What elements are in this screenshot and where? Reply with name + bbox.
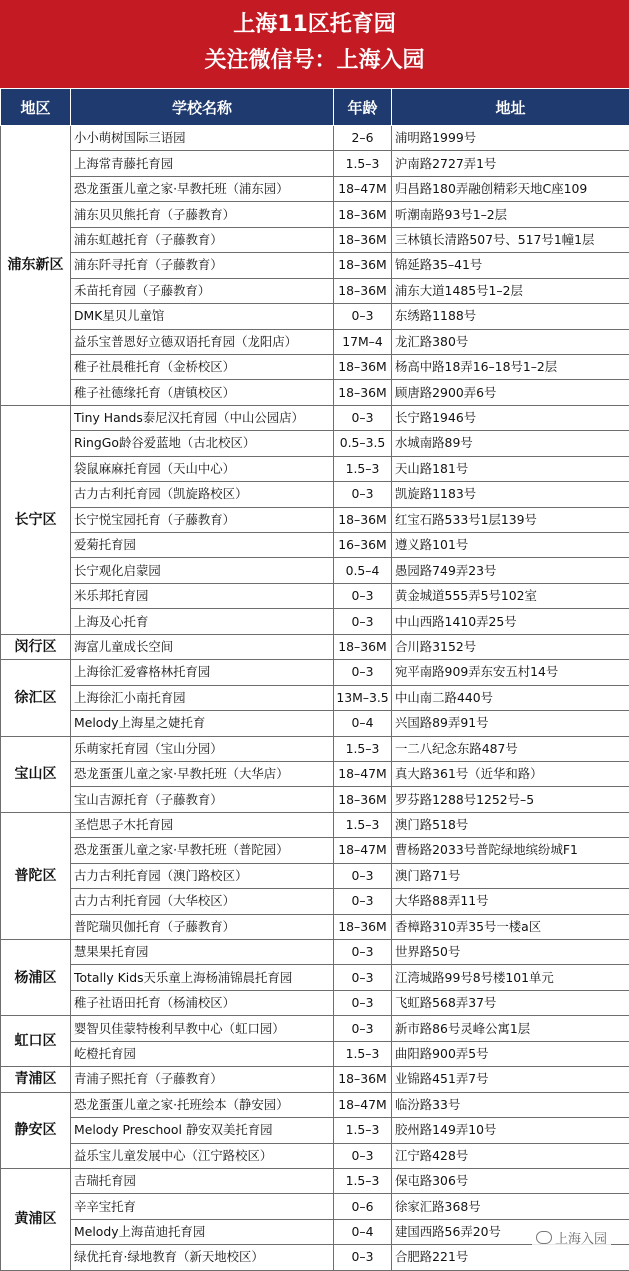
age-cell: 18–36M [334, 227, 392, 252]
address-cell: 锦延路35–41号 [392, 253, 629, 278]
age-cell: 18–47M [334, 761, 392, 786]
table-row [1, 711, 629, 736]
table-row [1, 990, 629, 1015]
table-row [1, 685, 629, 710]
school-cell: 恐龙蛋蛋儿童之家·早教托班（浦东园） [71, 176, 334, 201]
table-row [1, 1168, 629, 1193]
school-cell: 古力古利托育园（凯旋路校区） [71, 482, 334, 507]
school-cell: 浦东阡寻托育（子藤教育） [71, 253, 334, 278]
school-cell: DMK星贝儿童馆 [71, 304, 334, 329]
age-cell: 17M–4 [334, 329, 392, 354]
age-cell: 18–36M [334, 380, 392, 405]
address-cell: 遵义路101号 [392, 533, 629, 558]
page-subtitle: 关注微信号：上海入园 [0, 46, 629, 76]
age-cell: 0–3 [334, 863, 392, 888]
school-cell: 稚子社德缘托育（唐镇校区） [71, 380, 334, 405]
age-cell: 0.5–3.5 [334, 431, 392, 456]
address-cell: 大华路88弄11号 [392, 889, 629, 914]
age-cell: 0–3 [334, 304, 392, 329]
school-cell: 辛辛宝托育 [71, 1194, 334, 1219]
school-cell: 益乐宝普恩好立德双语托育园（龙阳店） [71, 329, 334, 354]
table-row [1, 1194, 629, 1219]
table-row [1, 431, 629, 456]
address-cell: 顾唐路2900弄6号 [392, 380, 629, 405]
age-cell: 0–4 [334, 1219, 392, 1244]
age-cell: 16–36M [334, 533, 392, 558]
watermark [532, 1227, 611, 1248]
age-cell: 0.5–4 [334, 558, 392, 583]
school-cell: 上海徐汇爱睿格林托育园 [71, 660, 334, 685]
table-row [1, 609, 629, 634]
address-cell: 黄金城道555弄5号102室 [392, 583, 629, 608]
age-cell: 18–36M [334, 1067, 392, 1092]
table-header-row [1, 89, 629, 126]
header-age: 年龄 [334, 89, 392, 126]
age-cell: 0–3 [334, 609, 392, 634]
age-cell: 0–3 [334, 1245, 392, 1270]
school-cell: 乐萌家托育园（宝山分园） [71, 736, 334, 761]
school-cell: 恐龙蛋蛋儿童之家·早教托班（大华店） [71, 761, 334, 786]
table-row [1, 914, 629, 939]
school-cell: 长宁观化启蒙园 [71, 558, 334, 583]
address-cell: 浦东大道1485号1–2层 [392, 278, 629, 303]
address-cell: 归昌路180弄融创精彩天地C座109 [392, 176, 629, 201]
wechat-icon [536, 1231, 552, 1244]
district-cell: 徐汇区 [1, 660, 71, 736]
school-cell: 海富儿童成长空间 [71, 634, 334, 659]
age-cell: 1.5–3 [334, 1118, 392, 1143]
address-cell: 新市路86号灵峰公寓1层 [392, 1016, 629, 1041]
age-cell: 18–36M [334, 787, 392, 812]
table-row [1, 482, 629, 507]
address-cell: 曲阳路900弄5号 [392, 1041, 629, 1066]
address-cell: 世界路50号 [392, 940, 629, 965]
age-cell: 0–3 [334, 965, 392, 990]
address-cell: 一二八纪念东路487号 [392, 736, 629, 761]
age-cell: 1.5–3 [334, 456, 392, 481]
table-row [1, 151, 629, 176]
age-cell: 0–3 [334, 482, 392, 507]
address-cell: 长宁路1946号 [392, 405, 629, 430]
table-body [1, 126, 629, 1271]
age-cell: 18–36M [334, 354, 392, 379]
table-row [1, 761, 629, 786]
age-cell: 0–3 [334, 583, 392, 608]
district-cell: 虹口区 [1, 1016, 71, 1067]
age-cell: 18–36M [334, 278, 392, 303]
address-cell: 龙汇路380号 [392, 329, 629, 354]
table-row [1, 660, 629, 685]
school-cell: Tiny Hands泰尼汉托育园（中山公园店） [71, 405, 334, 430]
school-cell: 恐龙蛋蛋儿童之家·托班绘本（静安园） [71, 1092, 334, 1117]
school-cell: Totally Kids天乐童上海杨浦锦晨托育园 [71, 965, 334, 990]
table-row [1, 736, 629, 761]
school-cell: 袋鼠麻麻托育园（天山中心） [71, 456, 334, 481]
table-row [1, 329, 629, 354]
table-row [1, 126, 629, 151]
header-address: 地址 [392, 89, 629, 126]
table-row [1, 787, 629, 812]
school-cell: 长宁悦宝园托育（子藤教育） [71, 507, 334, 532]
table-row [1, 1016, 629, 1041]
address-cell: 曹杨路2033号普陀绿地缤纷城F1 [392, 838, 629, 863]
address-cell: 澳门路71号 [392, 863, 629, 888]
table-row [1, 507, 629, 532]
address-cell: 听潮南路93号1–2层 [392, 202, 629, 227]
table-row [1, 456, 629, 481]
school-cell: 吉瑞托育园 [71, 1168, 334, 1193]
school-cell: 慧果果托育园 [71, 940, 334, 965]
table-row [1, 583, 629, 608]
table-row [1, 176, 629, 201]
district-cell: 宝山区 [1, 736, 71, 812]
school-cell: 稚子社语田托育（杨浦校区） [71, 990, 334, 1015]
address-cell: 中山南二路440号 [392, 685, 629, 710]
address-cell: 兴国路89弄91号 [392, 711, 629, 736]
school-cell: 小小萌树国际三语园 [71, 126, 334, 151]
age-cell: 18–47M [334, 838, 392, 863]
address-cell: 罗芬路1288号1252号–5 [392, 787, 629, 812]
school-cell: 米乐邦托育园 [71, 583, 334, 608]
age-cell: 18–36M [334, 253, 392, 278]
school-cell: 宝山吉源托育（子藤教育） [71, 787, 334, 812]
age-cell: 18–47M [334, 176, 392, 201]
table-row [1, 354, 629, 379]
table-row [1, 1118, 629, 1143]
district-cell: 闵行区 [1, 634, 71, 659]
school-cell: 稚子社晨稚托育（金桥校区） [71, 354, 334, 379]
age-cell: 18–47M [334, 1092, 392, 1117]
address-cell: 红宝石路533号1层139号 [392, 507, 629, 532]
district-cell: 黄浦区 [1, 1168, 71, 1270]
school-cell: 圣恺思子木托育园 [71, 812, 334, 837]
address-cell: 宛平南路909弄东安五村14号 [392, 660, 629, 685]
district-cell: 青浦区 [1, 1067, 71, 1092]
address-cell: 水城南路89号 [392, 431, 629, 456]
age-cell: 1.5–3 [334, 736, 392, 761]
age-cell: 0–3 [334, 405, 392, 430]
table-row [1, 227, 629, 252]
school-cell: 屹橙托育园 [71, 1041, 334, 1066]
address-cell: 飞虹路568弄37号 [392, 990, 629, 1015]
school-cell: Melody Preschool 静安双美托育园 [71, 1118, 334, 1143]
age-cell: 1.5–3 [334, 1041, 392, 1066]
age-cell: 0–3 [334, 1016, 392, 1041]
age-cell: 18–36M [334, 507, 392, 532]
address-cell: 合川路3152号 [392, 634, 629, 659]
district-cell: 静安区 [1, 1092, 71, 1168]
address-cell: 东绣路1188号 [392, 304, 629, 329]
header-school: 学校名称 [71, 89, 334, 126]
address-cell: 建国西路56弄20号 [392, 1219, 629, 1244]
table-row [1, 634, 629, 659]
school-cell: Melody上海苗迪托育园 [71, 1219, 334, 1244]
table-row [1, 965, 629, 990]
address-cell: 江宁路428号 [392, 1143, 629, 1168]
age-cell: 0–3 [334, 940, 392, 965]
address-cell: 浦明路1999号 [392, 126, 629, 151]
district-cell: 普陀区 [1, 812, 71, 939]
age-cell: 0–3 [334, 660, 392, 685]
school-cell: 恐龙蛋蛋儿童之家·早教托班（普陀园） [71, 838, 334, 863]
school-cell: 上海及心托育 [71, 609, 334, 634]
school-cell: 禾苗托育园（子藤教育） [71, 278, 334, 303]
age-cell: 18–36M [334, 202, 392, 227]
table-row [1, 558, 629, 583]
school-cell: 浦东贝贝熊托育（子藤教育） [71, 202, 334, 227]
school-cell: 浦东虹越托育（子藤教育） [71, 227, 334, 252]
address-cell: 沪南路2727弄1号 [392, 151, 629, 176]
district-cell: 浦东新区 [1, 126, 71, 406]
school-cell: 普陀瑞贝伽托育（子藤教育） [71, 914, 334, 939]
header-district: 地区 [1, 89, 71, 126]
address-cell: 愚园路749弄23号 [392, 558, 629, 583]
school-cell: 古力古利托育园（澳门路校区） [71, 863, 334, 888]
address-cell: 江湾城路99号8号楼101单元 [392, 965, 629, 990]
table-row [1, 278, 629, 303]
school-cell: 古力古利托育园（大华校区） [71, 889, 334, 914]
age-cell: 0–6 [334, 1194, 392, 1219]
school-cell: 爱菊托育园 [71, 533, 334, 558]
address-cell: 徐家汇路368号 [392, 1194, 629, 1219]
kindergarten-table [0, 88, 629, 1271]
address-cell: 凯旋路1183号 [392, 482, 629, 507]
age-cell: 1.5–3 [334, 812, 392, 837]
table-row [1, 253, 629, 278]
age-cell: 13M–3.5 [334, 685, 392, 710]
school-cell: 益乐宝儿童发展中心（江宁路校区） [71, 1143, 334, 1168]
district-cell: 长宁区 [1, 405, 71, 634]
title-banner [0, 0, 629, 88]
address-cell: 三林镇长清路507号、517号1幢1层 [392, 227, 629, 252]
address-cell: 中山西路1410弄25号 [392, 609, 629, 634]
address-cell: 澳门路518号 [392, 812, 629, 837]
age-cell: 2–6 [334, 126, 392, 151]
table-row [1, 812, 629, 837]
address-cell: 香樟路310弄35号一楼a区 [392, 914, 629, 939]
address-cell: 合肥路221号 [392, 1245, 629, 1270]
table-row [1, 1245, 629, 1270]
watermark-text: 上海入园 [555, 1232, 607, 1247]
table-row [1, 202, 629, 227]
address-cell: 临汾路33号 [392, 1092, 629, 1117]
school-cell: RingGo龄谷爱蓝地（古北校区） [71, 431, 334, 456]
table-row [1, 380, 629, 405]
age-cell: 18–36M [334, 634, 392, 659]
address-cell: 真大路361号（近华和路） [392, 761, 629, 786]
address-cell: 胶州路149弄10号 [392, 1118, 629, 1143]
age-cell: 0–3 [334, 990, 392, 1015]
school-cell: 青浦子熙托育（子藤教育） [71, 1067, 334, 1092]
table-row [1, 863, 629, 888]
page-title: 上海11区托育园 [0, 10, 629, 40]
address-cell: 杨高中路18弄16–18号1–2层 [392, 354, 629, 379]
age-cell: 1.5–3 [334, 151, 392, 176]
table-row [1, 1143, 629, 1168]
address-cell: 保屯路306号 [392, 1168, 629, 1193]
table-row [1, 940, 629, 965]
table-row [1, 1067, 629, 1092]
table-row [1, 405, 629, 430]
age-cell: 0–3 [334, 1143, 392, 1168]
table-row [1, 1041, 629, 1066]
table-row [1, 1092, 629, 1117]
age-cell: 0–4 [334, 711, 392, 736]
school-cell: 绿优托育·绿地教育（新天地校区） [71, 1245, 334, 1270]
school-cell: Melody上海星之婕托育 [71, 711, 334, 736]
address-cell: 业锦路451弄7号 [392, 1067, 629, 1092]
table-row [1, 889, 629, 914]
age-cell: 1.5–3 [334, 1168, 392, 1193]
school-cell: 婴智贝佳蒙特梭利早教中心（虹口园） [71, 1016, 334, 1041]
age-cell: 0–3 [334, 889, 392, 914]
school-cell: 上海常青藤托育园 [71, 151, 334, 176]
table-row [1, 838, 629, 863]
school-cell: 上海徐汇小南托育园 [71, 685, 334, 710]
age-cell: 18–36M [334, 914, 392, 939]
district-cell: 杨浦区 [1, 940, 71, 1016]
table-row [1, 533, 629, 558]
table-row [1, 304, 629, 329]
address-cell: 天山路181号 [392, 456, 629, 481]
